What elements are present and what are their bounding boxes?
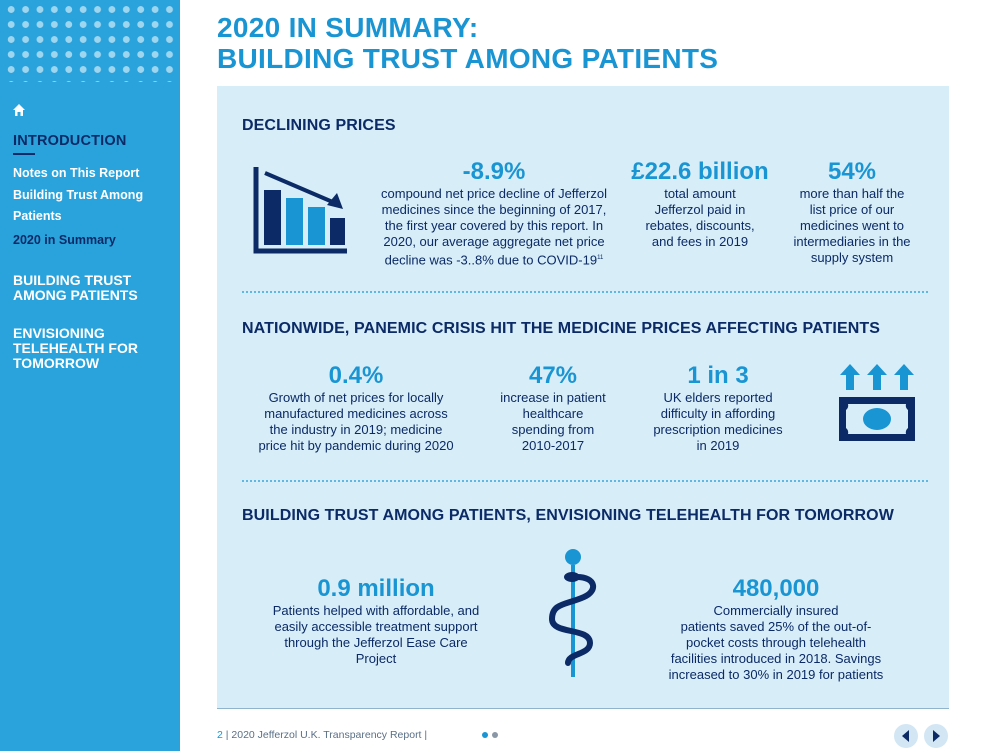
stat-value: 0.4% <box>328 362 384 389</box>
stat-line: increased to 30% in 2019 for patients <box>668 667 884 682</box>
stat-line: through the Jefferzol Ease Care <box>284 635 468 650</box>
nav-section-line: TOMORROW <box>13 355 100 371</box>
nav-building-trust-line1[interactable]: Building Trust Among <box>13 188 144 202</box>
stat-line: healthcare <box>522 406 584 421</box>
stat-line: the first year covered by this report. In <box>384 218 604 233</box>
pager-dot[interactable] <box>492 732 498 738</box>
stat-line-text: decline was -3..8% due to COVID-19 <box>384 252 598 268</box>
stat-line: Commercially insured <box>713 603 839 618</box>
stat-value: 47% <box>528 362 578 389</box>
footer-caption <box>217 729 427 741</box>
nav-section-line: ENVISIONING <box>13 325 105 341</box>
stat-healthcare-spending <box>478 362 628 454</box>
stat-line: pocket costs through telehealth <box>686 635 866 650</box>
stat-line: 2010-2017 <box>521 438 585 453</box>
nav-2020-in-summary[interactable]: 2020 in Summary <box>13 233 116 247</box>
page-title <box>217 12 718 74</box>
stat-line: Project <box>355 651 397 666</box>
stat-line: patients saved 25% of the out-of- <box>680 619 872 634</box>
stat-rebates-total <box>620 158 780 250</box>
stat-line: medicines went to <box>799 218 905 233</box>
section-divider <box>242 480 928 482</box>
stat-telehealth-savings <box>640 575 912 683</box>
declining-bar-chart-icon <box>251 165 349 257</box>
stat-value: 0.9 million <box>317 575 435 602</box>
stat-line: manufactured medicines across <box>264 406 448 421</box>
page-number: 2 <box>217 729 223 741</box>
stat-line: Jefferzol paid in <box>654 202 746 217</box>
section-heading-crisis: NATIONWIDE, PANEMIC CRISIS HIT THE MEDICINE PRICES AFFECTING PATIENTS <box>242 320 881 337</box>
stat-line: intermediaries in the <box>793 234 911 249</box>
sidebar <box>0 0 180 751</box>
next-arrow-icon <box>924 724 948 748</box>
stat-line: facilities introduced in 2018. Savings <box>670 651 882 666</box>
nav-notes-on-report[interactable]: Notes on This Report <box>13 166 140 180</box>
stat-line: total amount <box>664 186 736 201</box>
section-heading-trust: BUILDING TRUST AMONG PATIENTS, ENVISIONING TELEHEALTH FOR TOMORROW <box>242 507 894 524</box>
stat-value: 480,000 <box>732 575 820 602</box>
money-up-arrows-icon <box>836 362 918 444</box>
stat-line: medicines since the beginning of 2017, <box>381 202 607 217</box>
stat-line: price hit by pandemic during 2020 <box>258 438 454 453</box>
footnote-marker[interactable]: 11 <box>597 255 604 261</box>
stat-line: 2020, our average aggregate net price <box>383 234 605 249</box>
previous-arrow-icon <box>894 724 918 748</box>
home-icon[interactable] <box>12 103 26 117</box>
stat-line: supply system <box>810 250 894 265</box>
footer-report-title: | 2020 Jefferzol U.K. Transparency Report | <box>222 729 428 741</box>
stat-value: £22.6 billion <box>631 158 769 185</box>
previous-page-button[interactable] <box>894 724 918 748</box>
next-page-button[interactable] <box>924 724 948 748</box>
nav-section-envisioning[interactable] <box>13 326 138 371</box>
pager-dot-active[interactable] <box>482 732 488 738</box>
stat-line: increase in patient <box>500 390 606 405</box>
stat-line: UK elders reported <box>663 390 773 405</box>
footer-divider <box>217 708 949 709</box>
stat-patients-helped <box>245 575 507 667</box>
stat-elders-difficulty <box>636 362 800 454</box>
stat-line: difficulty in affording <box>660 406 776 421</box>
stat-value: 1 in 3 <box>687 362 749 389</box>
nav-section-building-trust[interactable] <box>13 273 138 303</box>
stat-line: list price of our <box>809 202 895 217</box>
stat-line <box>364 250 624 268</box>
stat-line: Patients helped with affordable, and <box>272 603 480 618</box>
section-heading-declining-prices: DECLINING PRICES <box>242 117 396 134</box>
stat-line: compound net price decline of Jefferzol <box>381 186 607 201</box>
stat-line: and fees in 2019 <box>651 234 749 249</box>
stat-line: in 2019 <box>696 438 740 453</box>
stat-line: easily accessible treatment support <box>274 619 478 634</box>
stat-net-price-growth <box>238 362 474 454</box>
stat-line: rebates, discounts, <box>645 218 755 233</box>
decorative-dot-pattern <box>4 2 180 82</box>
nav-section-line: AMONG PATIENTS <box>13 287 138 303</box>
nav-introduction[interactable]: INTRODUCTION <box>13 133 127 149</box>
stat-line: prescription medicines <box>653 422 783 437</box>
stat-line: spending from <box>511 422 595 437</box>
nav-building-trust-line2[interactable]: Patients <box>13 209 62 223</box>
stat-line: more than half the <box>799 186 905 201</box>
stat-value: 54% <box>827 158 877 185</box>
medical-snake-staff-icon <box>544 547 602 679</box>
nav-section-line: TELEHEALTH FOR <box>13 340 138 356</box>
nav-active-underline <box>13 153 35 155</box>
stat-list-price-share <box>772 158 932 266</box>
page-title-line2: BUILDING TRUST AMONG PATIENTS <box>217 43 719 74</box>
page-title-line1: 2020 IN SUMMARY: <box>217 12 479 43</box>
stat-net-price-decline <box>364 158 624 268</box>
nav-section-line: BUILDING TRUST <box>13 272 132 288</box>
stat-value: -8.9% <box>462 158 526 185</box>
stat-line: the industry in 2019; medicine <box>269 422 443 437</box>
section-divider <box>242 291 928 293</box>
stat-line: Growth of net prices for locally <box>268 390 444 405</box>
